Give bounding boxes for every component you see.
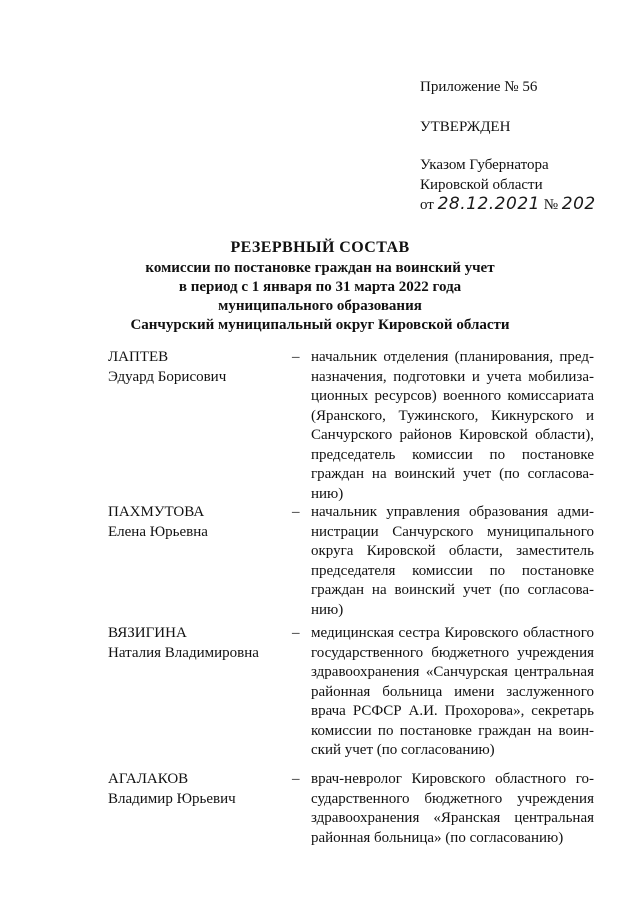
role-line: государственного бюджетного учреждения	[311, 644, 594, 661]
handwritten-date: 28.12.2021	[437, 194, 540, 214]
document-title	[0, 238, 640, 335]
member-entry	[108, 624, 593, 764]
member-role	[311, 503, 594, 620]
role-line: Санчурского районов Кировской области),	[311, 427, 594, 443]
role-line: районная больница» (по согласованию)	[311, 829, 564, 846]
role-line: граждан на воинский учет (по согласова-	[311, 466, 594, 482]
role-line: начальник отделения (планирования, пред-	[311, 349, 594, 365]
role-line: комиссии по постановке граждан на воин-	[311, 722, 594, 739]
role-line: граждан на воинский учет (по согласова-	[311, 582, 594, 598]
role-line: назначения, подготовки и учета мобилиза-	[311, 368, 594, 385]
member-surname: ЛАПТЕВ	[108, 349, 169, 365]
member-dash: –	[292, 504, 300, 520]
role-line: нию)	[311, 485, 344, 502]
member-role	[311, 770, 594, 848]
role-line: председателя комиссии по постановке	[311, 562, 594, 579]
role-line: председатель комиссии по постановке	[311, 446, 594, 463]
appendix-number: Приложение № 56	[420, 79, 538, 95]
role-line: врача РСФСР А.И. Прохорова», секретарь	[311, 703, 594, 719]
role-line: врач-невролог Кировского областного го-	[311, 771, 594, 787]
role-line: ский учет (по согласованию)	[311, 742, 495, 758]
role-line: округа Кировской области, заместитель	[311, 543, 594, 559]
role-line: здравоохранения «Санчурская центральная	[311, 664, 594, 680]
member-entry	[108, 503, 593, 623]
title-line-3: муниципального образования	[218, 298, 422, 314]
member-surname: ВЯЗИГИНА	[108, 625, 187, 641]
member-dash: –	[292, 625, 300, 641]
member-dash: –	[292, 771, 300, 787]
decree-line-2: Кировской области	[420, 176, 543, 193]
member-name	[108, 348, 278, 387]
date-prefix: от	[420, 197, 434, 213]
title-line-1: комиссии по постановке граждан на воинский учет	[145, 260, 495, 276]
member-given-name: Владимир Юрьевич	[108, 790, 236, 807]
role-line: медицинская сестра Кировского областного	[311, 625, 594, 641]
role-line: ционных ресурсов) военного комиссариата	[311, 388, 594, 404]
member-name	[108, 770, 278, 809]
number-sign: №	[543, 197, 559, 213]
role-line: (Яранского, Тужинского, Кикнурского и	[311, 407, 594, 424]
role-line: районная больница имени заслуженного	[311, 683, 594, 700]
member-dash: –	[292, 349, 300, 365]
title-line-4: Санчурский муниципальный округ Кировской области	[130, 317, 510, 333]
approved-label: УТВЕРЖДЕН	[420, 118, 511, 135]
member-surname: АГАЛАКОВ	[108, 771, 189, 787]
member-role	[311, 348, 594, 504]
title-line-2: в период с 1 января по 31 марта 2022 года	[178, 279, 462, 295]
role-line: нистрации Санчурского муниципального	[311, 523, 594, 540]
role-line: сударственного бюджетного учреждения	[311, 790, 594, 807]
member-entry	[108, 770, 593, 855]
title-main: РЕЗЕРВНЫЙ СОСТАВ	[230, 239, 410, 256]
member-given-name: Елена Юрьевна	[108, 523, 208, 540]
member-entry	[108, 348, 593, 508]
member-role	[311, 624, 594, 761]
member-given-name: Наталия Владимировна	[108, 644, 259, 661]
member-name	[108, 503, 278, 542]
decree-date-line	[420, 195, 630, 216]
approval-block	[420, 78, 630, 216]
role-line: начальник управления образования адми-	[311, 504, 594, 520]
decree-line-1: Указом Губернатора	[420, 157, 549, 173]
member-surname: ПАХМУТОВА	[108, 504, 205, 520]
member-given-name: Эдуард Борисович	[108, 368, 227, 385]
handwritten-number: 202	[561, 194, 596, 214]
role-line: нию)	[311, 601, 344, 618]
role-line: здравоохранения «Яранская центральная	[311, 810, 594, 826]
member-name	[108, 624, 278, 663]
